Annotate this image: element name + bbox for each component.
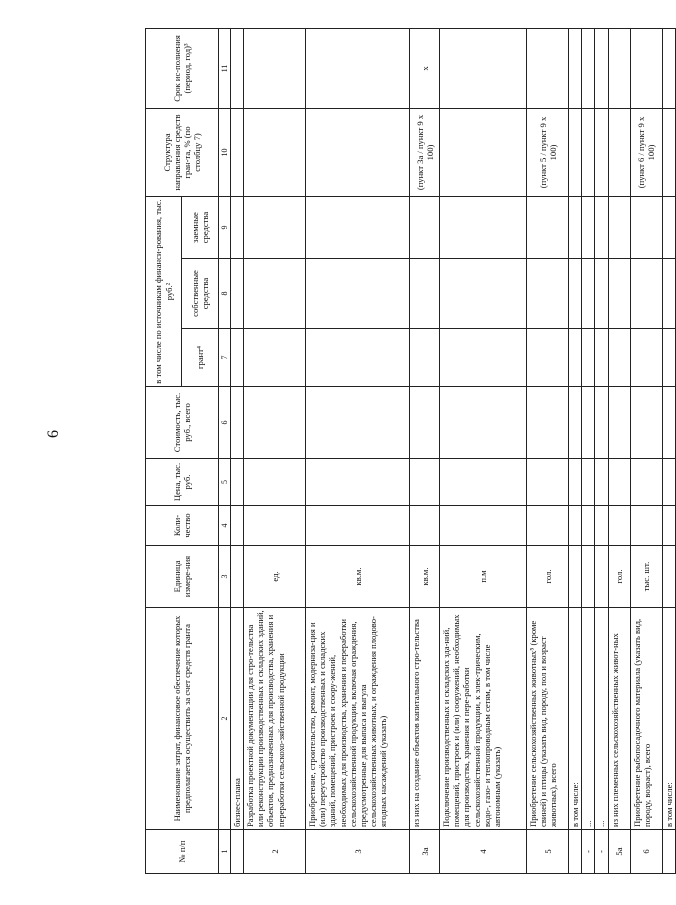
row-structure (595, 109, 608, 197)
row-name: Приобретение, строительство, ремонт, модерниза-ция и (или) переустройство производственных и складских зданий, помещений, пристроек и соору-жений, необходимых для производства, хранения и переработки сельскохозяйственной продукции, включая ограждения, предусмотренные для выпаса и выгула сельскохозяйственных животных, и ограждения плодово-ягодных насаждений (указать) (306, 608, 410, 830)
col-number: 6 (219, 387, 231, 459)
table-row (630, 29, 662, 874)
row-term (630, 29, 662, 109)
row-structure (569, 109, 582, 197)
column-numbers-row (219, 29, 231, 874)
table-row (608, 29, 630, 874)
row-unit (662, 546, 675, 608)
row-term (527, 29, 569, 109)
row-name: из них на создание объектов капитального стро-тельства (410, 608, 440, 830)
row-term (595, 29, 608, 109)
row-number: 6 (630, 830, 662, 874)
row-structure (306, 109, 410, 197)
row-name: Приобретение сельскохозяйственных животных⁵ (кроме свиней) и птицы (указать вид, породу, пол и возраст животных), всего (527, 608, 569, 830)
row-structure: (пункт 3а / пункт 9 х 100) (410, 109, 440, 197)
col-number: 5 (219, 459, 231, 506)
row-number: 3 (306, 830, 410, 874)
header-term: Срок ис-полнения (период, год)³ (146, 29, 219, 109)
row-name: ... (595, 608, 608, 830)
col-number: 11 (219, 29, 231, 109)
table-row (527, 29, 569, 874)
row-term (440, 29, 527, 109)
col-number: 2 (219, 608, 231, 830)
table-row (440, 29, 527, 874)
header-price: Цена, тыс. руб. (146, 459, 219, 506)
table-row (244, 29, 306, 874)
row-structure (662, 109, 675, 197)
row-term (244, 29, 306, 109)
col-number: 4 (219, 506, 231, 546)
row-term (608, 29, 630, 109)
row-name: Разработка проектной документации для стро-тельства или реконструкции производственных и складских зданий, объектов, предназначенных для производства, хранения и переработки сельскохо-зяйственной продукции (244, 608, 306, 830)
col-number: 10 (219, 109, 231, 197)
row-unit: гол. (608, 546, 630, 608)
row-unit: гол. (527, 546, 569, 608)
row-number: 2 (244, 830, 306, 874)
row-number: 3а (410, 830, 440, 874)
col-number: 1 (219, 830, 231, 874)
row-unit (582, 546, 595, 608)
rotated-table-container (145, 29, 674, 874)
row-number: 5а (608, 830, 630, 874)
header-loan: заемные средства (182, 197, 219, 259)
row-number (231, 830, 244, 874)
row-number: - (582, 830, 595, 874)
header-own: собственные средства (182, 259, 219, 329)
row-term (231, 29, 244, 109)
row-number: 5 (527, 830, 569, 874)
row-number: 4 (440, 830, 527, 874)
row-name: в том числе: (569, 608, 582, 830)
header-structure: Структура направления средств гран-та, % (по столбцу 7) (146, 109, 219, 197)
table-row (306, 29, 410, 874)
row-number (662, 830, 675, 874)
header-n: № п/п (146, 830, 219, 874)
row-unit (569, 546, 582, 608)
row-name: Подключение производственных и складских зда-ний, помещений, пристроек и (или) сооружений, необходимых для производства, хранения и пере-работки сельскохозяйственной продукции, к элек-трическим, водо-, газо- и теплопроводным сетям, в том числе автономным (указать) (440, 608, 527, 830)
table-row (569, 29, 582, 874)
table-row (582, 29, 595, 874)
expense-plan-table (145, 28, 676, 874)
row-term (662, 29, 675, 109)
row-name: из них племенных сельскохозяйственных живот-ных (608, 608, 630, 830)
row-name: Приобретение рыбопосадочного материала (указать вид, породу, возраст), всего (630, 608, 662, 830)
row-term (582, 29, 595, 109)
row-unit: тыс. шт. (630, 546, 662, 608)
row-structure: (пункт 5 / пункт 9 х 100) (527, 109, 569, 197)
row-name: ... (582, 608, 595, 830)
col-number: 7 (219, 329, 231, 387)
row-structure (244, 109, 306, 197)
header-unit: Единица измере-ния (146, 546, 219, 608)
row-unit: ед. (244, 546, 306, 608)
row-structure (608, 109, 630, 197)
table-row (595, 29, 608, 874)
row-unit (595, 546, 608, 608)
row-unit: кв.м. (410, 546, 440, 608)
row-unit: п.м (440, 546, 527, 608)
row-number: - (595, 830, 608, 874)
header-sources: в том числе по источникам финанси-рования, тыс. руб.² (146, 197, 182, 387)
row-unit: кв.м. (306, 546, 410, 608)
page-number: 6 (45, 430, 62, 438)
row-name: в том числе: (662, 608, 675, 830)
row-term (569, 29, 582, 109)
row-structure (582, 109, 595, 197)
header-cost: Стоимость, тыс. руб., всего (146, 387, 219, 459)
col-number: 8 (219, 259, 231, 329)
row-structure (231, 109, 244, 197)
col-number: 3 (219, 546, 231, 608)
row-number (569, 830, 582, 874)
col-number: 9 (219, 197, 231, 259)
table-row (410, 29, 440, 874)
row-term (306, 29, 410, 109)
header-grant: грант⁴ (182, 329, 219, 387)
row-structure (440, 109, 527, 197)
table-row (231, 29, 244, 874)
row-structure: (пункт 6 / пункт 9 х 100) (630, 109, 662, 197)
table-row (662, 29, 675, 874)
header-name: Наименование затрат, финансовое обеспечение которых предполагается осуществить за счет средств гранта (146, 608, 219, 830)
row-name: бизнес-плана (231, 608, 244, 830)
header-qty: Коли-чество (146, 506, 219, 546)
row-unit (231, 546, 244, 608)
row-term: x (410, 29, 440, 109)
